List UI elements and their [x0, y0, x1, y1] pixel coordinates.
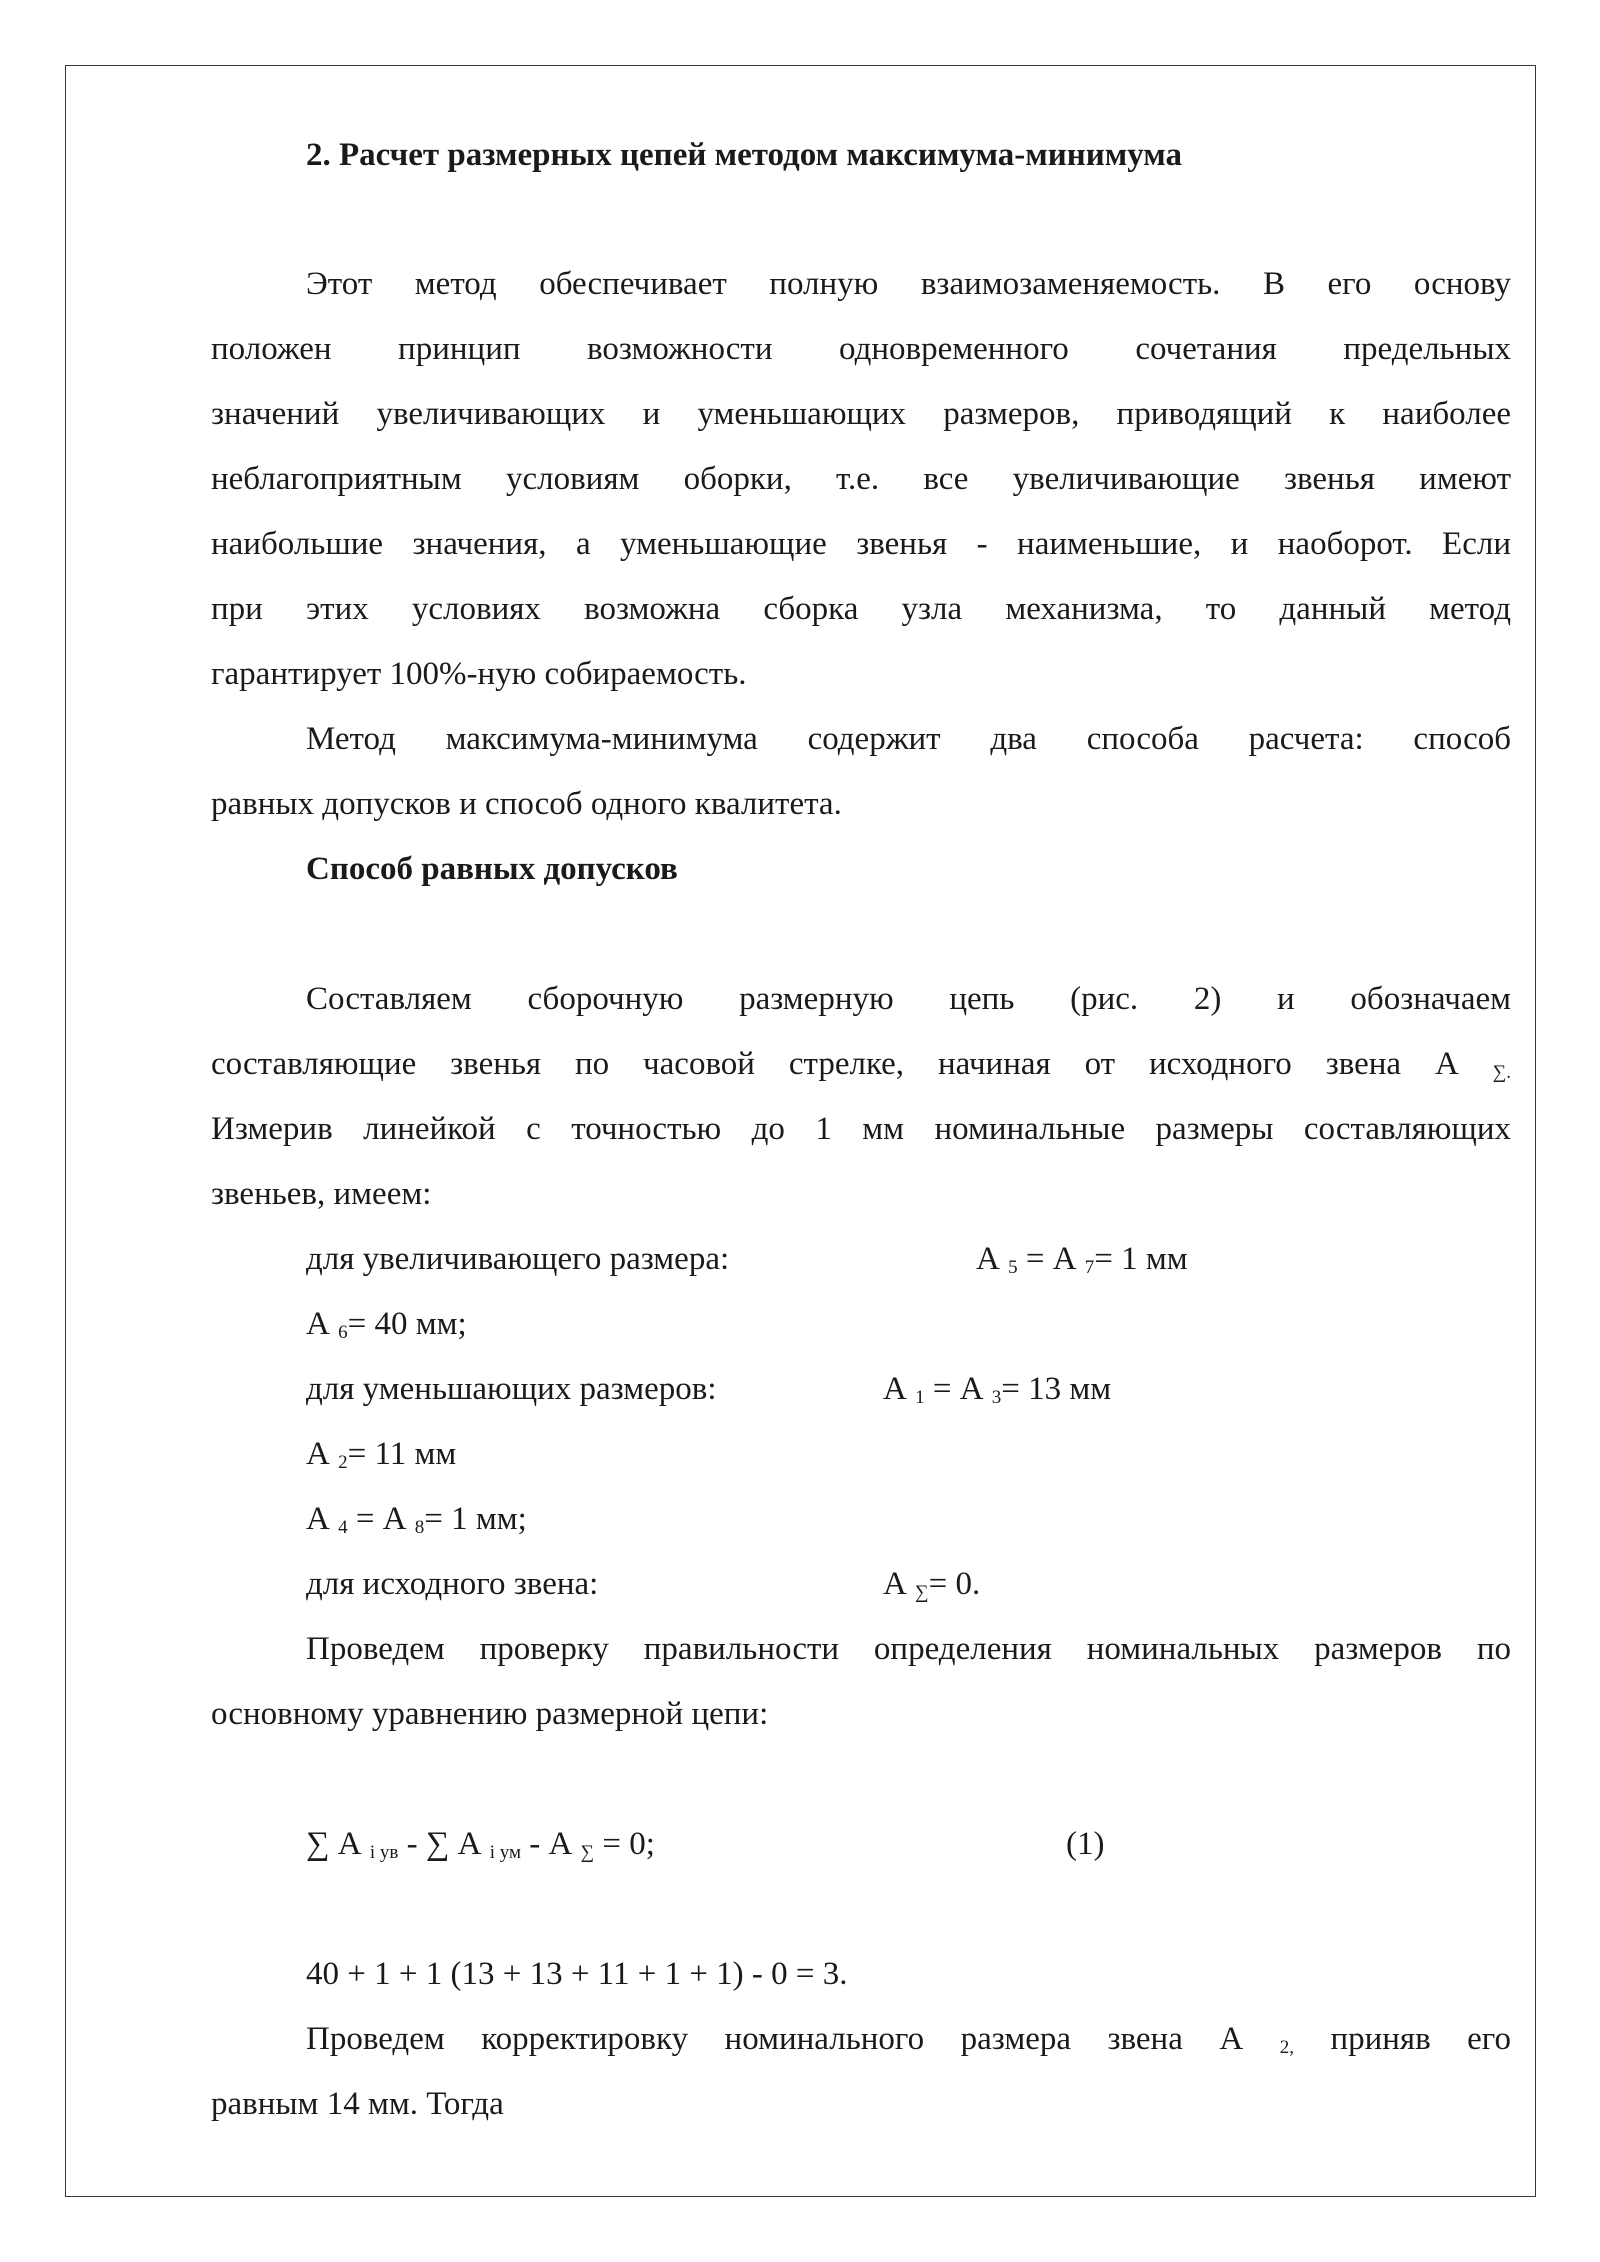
subscript: 6	[338, 1322, 348, 1343]
equation-part: = 40 мм;	[347, 1306, 467, 1342]
equation-part: = 0;	[602, 1826, 655, 1862]
equation-part: - А	[529, 1826, 573, 1862]
equation-1	[211, 1824, 1511, 1864]
paragraph-3-line: звеньев, имеем:	[211, 1176, 432, 1212]
equation-part: - ∑ А	[406, 1826, 482, 1862]
equation-part: = 0.	[928, 1566, 981, 1602]
equation-part: = А	[924, 1371, 992, 1407]
equation-body	[306, 1824, 1066, 1864]
subscript: 2,	[1279, 2037, 1294, 2058]
equation-part: = 1 мм;	[424, 1501, 527, 1537]
subheading: Способ равных допусков	[306, 851, 678, 887]
increasing-size-row	[211, 1239, 1511, 1279]
subscript: i ув	[369, 1842, 399, 1863]
size-a2-row	[211, 1434, 1511, 1474]
subscript: 1	[915, 1387, 925, 1408]
paragraph-1-line: положен принцип возможности одновременного сочетания предельных	[211, 331, 1511, 367]
paragraph-5-text: приняв его	[1330, 2021, 1512, 2057]
subscript: ∑	[580, 1842, 595, 1863]
paragraph-2-line: равных допусков и способ одного квалитета.	[211, 786, 842, 822]
decreasing-size-row	[211, 1369, 1511, 1409]
decreasing-label: для уменьшающих размеров:	[306, 1371, 717, 1407]
symbol-a: А	[306, 1501, 330, 1537]
symbol-a: А	[976, 1241, 1000, 1277]
paragraph-5-line	[211, 2019, 1511, 2068]
paragraph-5-line: равным 14 мм. Тогда	[211, 2086, 504, 2122]
equation-part: = 1 мм	[1094, 1241, 1188, 1277]
size-a4-row	[211, 1499, 1511, 1539]
equation-part: = А	[1017, 1241, 1085, 1277]
paragraph-1-line: Этот метод обеспечивает полную взаимозаменяемость. В его основу	[306, 266, 1511, 302]
paragraph-5-text: Проведем корректировку номинального размера звена А	[306, 2021, 1244, 2057]
sigma-subscript: ∑.	[1492, 1062, 1511, 1083]
symbol-a: А	[883, 1566, 907, 1602]
paragraph-1-line: при этих условиях возможна сборка узла механизма, то данный метод	[211, 591, 1511, 627]
paragraph-1-line: гарантирует 100%-ную собираемость.	[211, 656, 747, 692]
paragraph-3-line: Составляем сборочную размерную цепь (рис. 2) и обозначаем	[306, 981, 1511, 1017]
paragraph-4-line: основному уравнению размерной цепи:	[211, 1696, 769, 1732]
paragraph-1-line: значений увеличивающих и уменьшающих размеров, приводящий к наиболее	[211, 396, 1511, 432]
size-a6-row	[211, 1304, 1511, 1344]
equation-part: = А	[347, 1501, 415, 1537]
paragraph-3-line: Измерив линейкой с точностью до 1 мм номинальные размеры составляющих	[211, 1111, 1511, 1147]
paragraph-1-line: неблагоприятным условиям оборки, т.е. все увеличивающие звенья имеют	[211, 461, 1511, 497]
section-title: 2. Расчет размерных цепей методом максимума-минимума	[306, 137, 1183, 173]
equation-part: = 13 мм	[1001, 1371, 1112, 1407]
subscript: 4	[338, 1517, 348, 1538]
paragraph-4-line: Проведем проверку правильности определения номинальных размеров по	[306, 1631, 1511, 1667]
symbol-a: А	[306, 1436, 330, 1472]
subscript: 8	[414, 1517, 425, 1538]
symbol-a: А	[306, 1306, 330, 1342]
subscript: i ум	[489, 1842, 522, 1863]
paragraph-1-line: наибольшие значения, а уменьшающие звенья - наименьшие, и наоборот. Если	[211, 526, 1511, 562]
paragraph-3-line	[211, 1044, 1511, 1093]
equation-number: (1)	[1066, 1826, 1105, 1862]
equation-2: 40 + 1 + 1 (13 + 13 + 11 + 1 + 1) - 0 = 3.	[306, 1956, 848, 1992]
subscript: 7	[1084, 1257, 1095, 1278]
subscript: 2	[338, 1452, 348, 1473]
symbol-a: А	[883, 1371, 907, 1407]
subscript: 5	[1008, 1257, 1018, 1278]
subscript: 3	[991, 1387, 1002, 1408]
subscript: ∑	[915, 1582, 929, 1603]
source-link-row	[211, 1564, 1511, 1604]
paragraph-3-text: составляющие звенья по часовой стрелке, начиная от исходного звена А	[211, 1046, 1459, 1082]
equation-part: ∑ А	[306, 1826, 362, 1862]
paragraph-2-line: Метод максимума-минимума содержит два способа расчета: способ	[306, 721, 1511, 757]
increasing-label: для увеличивающего размера:	[306, 1241, 730, 1277]
equation-part: = 11 мм	[347, 1436, 457, 1472]
source-label: для исходного звена:	[306, 1566, 599, 1602]
